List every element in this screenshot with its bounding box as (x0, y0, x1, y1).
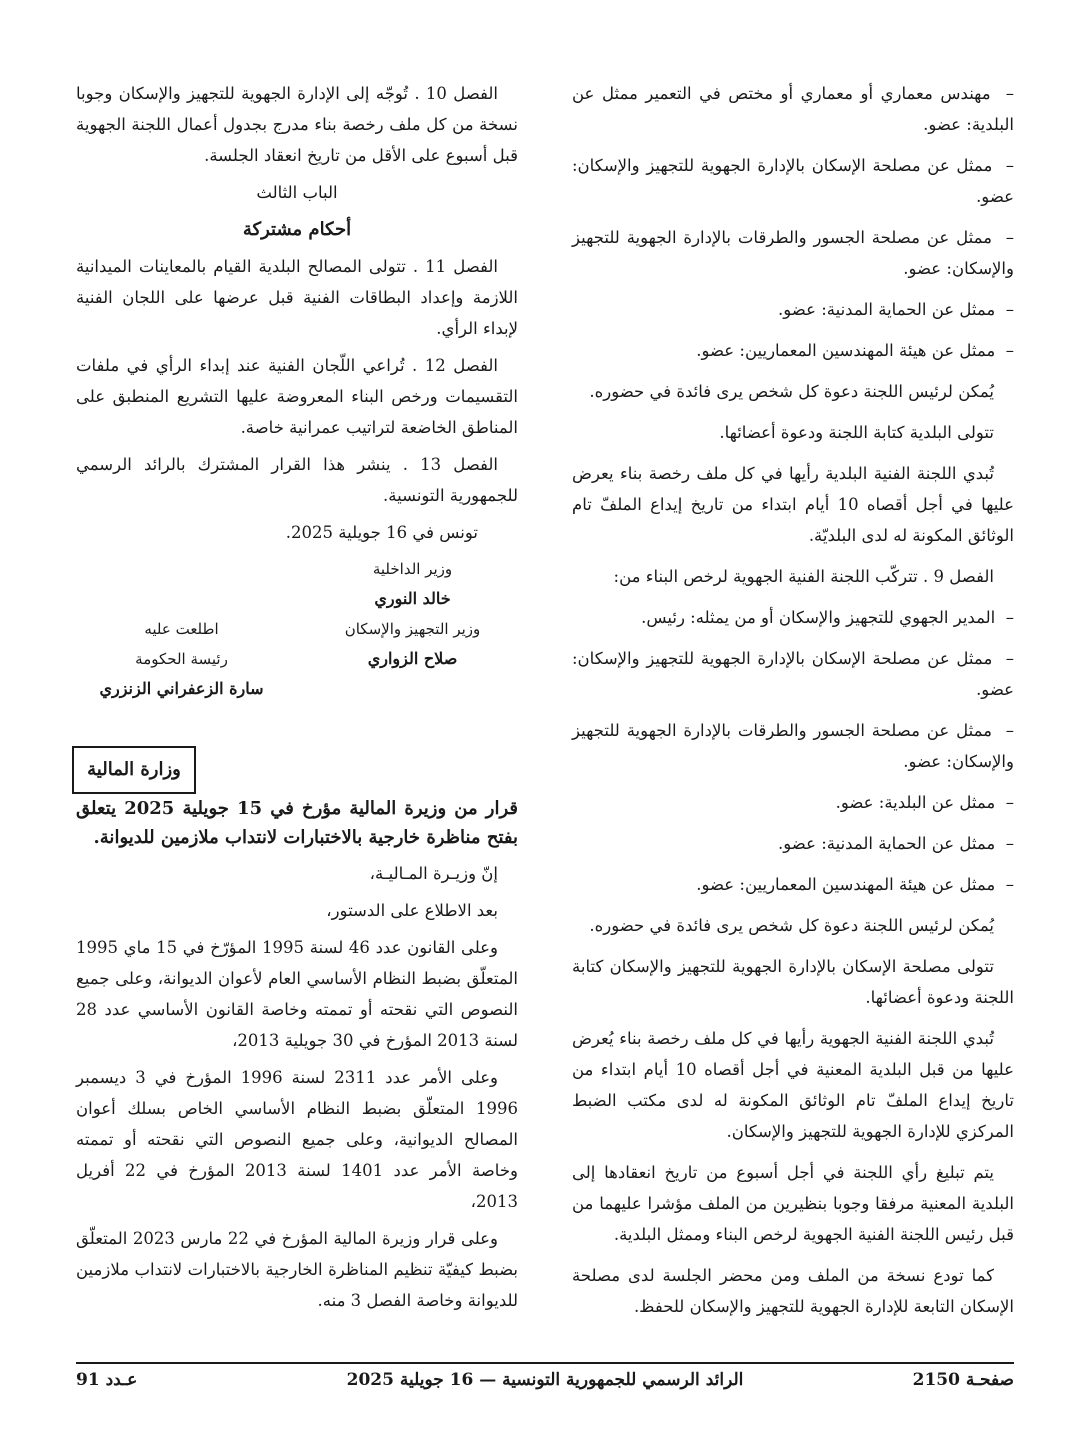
signatory-name: سارة الزعفراني الزنزري (99, 679, 264, 698)
article-9-heading: الفصل 9 . تتركّب اللجنة الفنية الجهوية لرخص البناء من: (613, 567, 994, 586)
article-13: الفصل 13 . ينشر هذا القرار المشترك بالرائد الرسمي للجمهورية التونسية. (76, 455, 518, 505)
paragraph: – ممثل عن مصلحة الجسور والطرقات بالإدارة الجهوية للتجهيز والإسكان: عضو. (572, 715, 1014, 777)
ministry-box: وزارة المالية (72, 746, 196, 794)
paragraph: كما تودع نسخة من الملف ومن محضر الجلسة لدى مصلحة الإسكان التابعة للإدارة الجهوية للتجهيز والإسكان للحفظ. (572, 1266, 1014, 1316)
paragraph: – المدير الجهوي للتجهيز والإسكان أو من يمثله: رئيس. (572, 602, 1014, 633)
paragraph: – ممثل عن مصلحة الإسكان بالإدارة الجهوية للتجهيز والإسكان: عضو. (572, 150, 1014, 212)
page-number: صفحـة 2150 (912, 1370, 1014, 1390)
paragraph: تتولى مصلحة الإسكان بالإدارة الجهوية للتجهيز والإسكان كتابة اللجنة ودعوة أعضائها. (572, 957, 1014, 1007)
signatory-interior (307, 554, 518, 704)
paragraph: يتم تبليغ رأي اللجنة في أجل أسبوع من تاريخ انعقادها إلى البلدية المعنية مرفقا وجوبا بنظيرين من الملف مؤشرا عليهما من قبل رئيس اللجنة الفنية الجهوية لرخص البناء وممثل البلدية. (572, 1163, 1014, 1244)
paragraph: – ممثل عن مصلحة الإسكان بالإدارة الجهوية للتجهيز والإسكان: عضو. (572, 643, 1014, 705)
paragraph: – ممثل عن مصلحة الجسور والطرقات بالإدارة الجهوية للتجهيز والإسكان: عضو. (572, 222, 1014, 284)
paragraph: – ممثل عن الحماية المدنية: عضو. (572, 294, 1014, 325)
paragraph: إنّ وزيـرة المـاليـة، (369, 864, 498, 883)
paragraph: تُبدي اللجنة الفنية البلدية رأيها في كل ملف رخصة بناء يعرض عليها في أجل أقصاه 10 أيام ابتداء من تاريخ إيداع الملفّ تام الوثائق المكونة له لدى البلديّة. (572, 464, 1014, 545)
signatory-title: رئيسة الحكومة (135, 650, 228, 668)
chapter-title: أحكام مشتركة (242, 219, 352, 240)
paragraph: – ممثل عن الحماية المدنية: عضو. (572, 828, 1014, 859)
right-column (572, 78, 1014, 1332)
paragraph: تُبدي اللجنة الفنية الجهوية رأيها في كل ملف رخصة بناء يُعرض عليها من قبل البلدية المعنية في أجل أقصاه 10 أيام ابتداء من تاريخ إيداع الملفّ تام الوثائق المكونة له لدى مكتب الضبط المركزي للإدارة الجهوية للتجهيز والإسكان. (572, 1029, 1014, 1141)
paragraph: وعلى الأمر عدد 2311 لسنة 1996 المؤرخ في 3 ديسمبر 1996 المتعلّق بضبط النظام الأساسي الخاص بسلك أعوان المصالح الديوانية، وعلى جميع النصوص التي نقحته أو تممته وخاصة الأمر عدد 1401 لسنة 2013 المؤرخ في 22 أفريل 2013، (76, 1068, 519, 1211)
article-10: الفصل 10 . تُوجّه إلى الإدارة الجهوية للتجهيز والإسكان وجوبا نسخة من كل ملف رخصة بناء مدرج بجدول أعمال اللجنة الجهوية قبل أسبوع على الأقل من تاريخ انعقاد الجلسة. (76, 84, 518, 165)
article-12: الفصل 12 . تُراعي اللّجان الفنية عند إبداء الرأي في ملفات التقسيمات ورخص البناء المعروضة عليها التشريع المنطبق على المناطق الخاضعة لتراتيب عمرانية خاصة. (76, 356, 518, 437)
paragraph: وعلى قرار وزيرة المالية المؤرخ في 22 مارس 2023 المتعلّق بضبط كيفيّة تنظيم المناظرة الخارجية بالاختبارات لانتداب ملازمين للديوانة وخاصة الفصل 3 منه. (76, 1229, 518, 1310)
date-line: تونس في 16 جويلية 2025. (285, 523, 478, 542)
chapter-label: الباب الثالث (256, 183, 338, 202)
decree-title: قرار من وزيرة المالية مؤرخ في 15 جويلية 2025 يتعلق بفتح مناظرة خارجية بالاختبارات لانتداب ملازمين للديوانة. (76, 798, 518, 848)
paragraph: يُمكن لرئيس اللجنة دعوة كل شخص يرى فائدة في حضوره. (589, 916, 994, 935)
left-column (76, 78, 518, 1322)
signature-block (76, 554, 518, 704)
paragraph: بعد الاطلاع على الدستور، (326, 901, 498, 920)
paragraph: يُمكن لرئيس اللجنة دعوة كل شخص يرى فائدة في حضوره. (589, 382, 994, 401)
signatory-name: صلاح الزواري (367, 649, 458, 668)
paragraph: – ممثل عن هيئة المهندسين المعماريين: عضو. (572, 335, 1014, 366)
paragraph: وعلى القانون عدد 46 لسنة 1995 المؤرّخ في 15 ماي 1995 المتعلّق بضبط النظام الأساسي العام لأعوان الديوانة، وعلى جميع النصوص التي نقحته أو تممته وخاصة القانون الأساسي عدد 28 لسنة 2013 المؤرخ في 30 جويلية 2013، (76, 938, 518, 1050)
signatory-title: وزير الداخلية (372, 560, 453, 578)
page-footer (76, 1370, 1014, 1400)
paragraph: – ممثل عن هيئة المهندسين المعماريين: عضو. (572, 869, 1014, 900)
gazette-title: الرائد الرسمي للجمهورية التونسية — 16 جويلية 2025 (346, 1370, 744, 1390)
signatory-pm (76, 554, 287, 704)
footer-divider (76, 1362, 1014, 1364)
issue-number: عـدد 91 (76, 1370, 138, 1390)
seen-label: اطلعت عليه (144, 620, 219, 638)
article-11: الفصل 11 . تتولى المصالح البلدية القيام بالمعاينات الميدانية اللازمة وإعداد البطاقات الفنية قبل عرضها على اللجان الفنية لإبداء الرأي. (76, 257, 518, 338)
paragraph: تتولى البلدية كتابة اللجنة ودعوة أعضائها. (719, 423, 994, 442)
signatory-title: وزير التجهيز والإسكان (344, 620, 481, 638)
paragraph: – ممثل عن البلدية: عضو. (572, 787, 1014, 818)
signatory-name: خالد النوري (374, 589, 451, 608)
paragraph: – مهندس معماري أو معماري أو مختص في التعمير ممثل عن البلدية: عضو. (572, 78, 1014, 140)
